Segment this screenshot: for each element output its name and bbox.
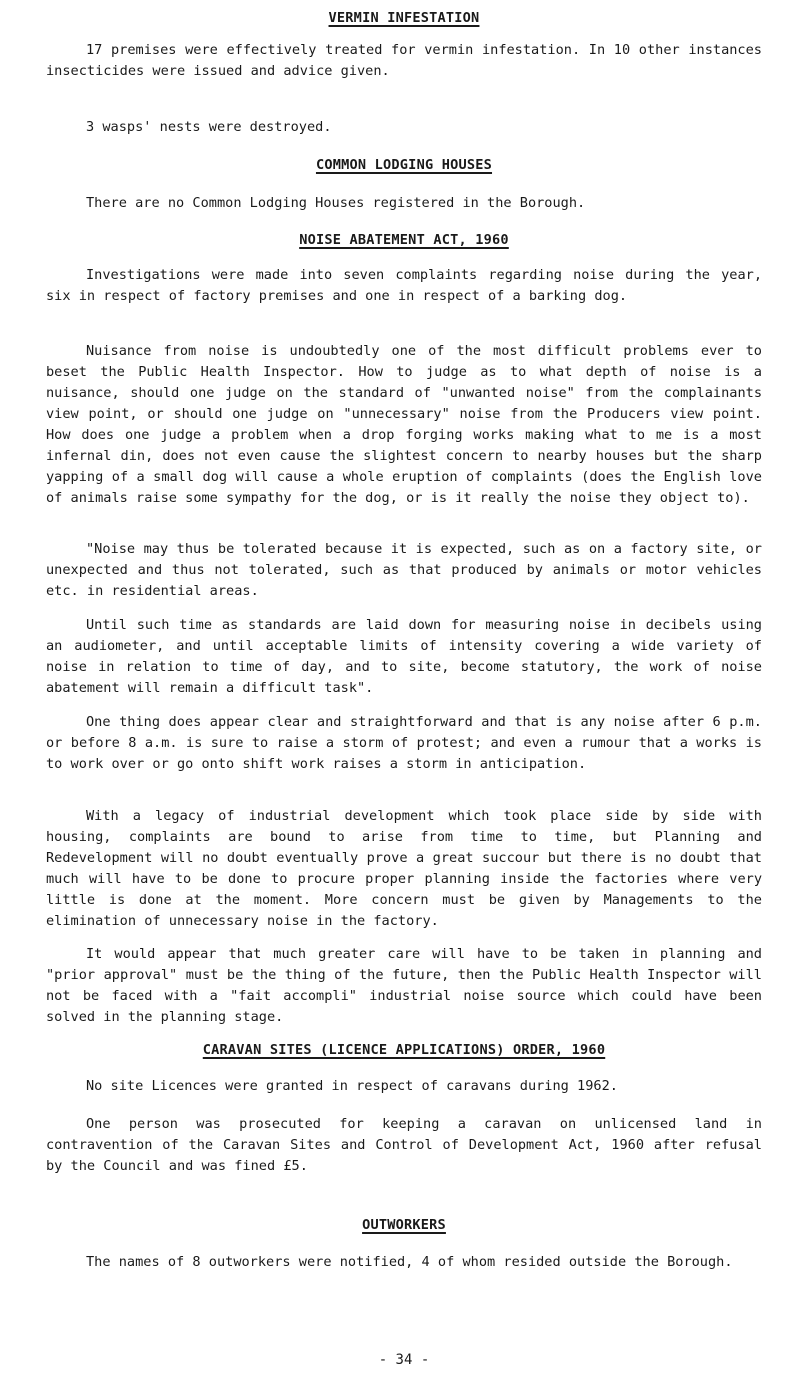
noise-section [46, 230, 762, 251]
outworkers-heading: OUTWORKERS [362, 1217, 446, 1233]
vermin-heading: VERMIN INFESTATION [328, 10, 480, 26]
vermin-paragraph-2: 3 wasps' nests were destroyed. [86, 119, 332, 135]
lodging-heading: COMMON LODGING HOUSES [315, 157, 493, 173]
noise-block-7 [46, 944, 762, 1028]
vermin-block-2 [46, 117, 762, 138]
outworkers-section [46, 1215, 762, 1236]
caravan-block-2 [46, 1114, 762, 1177]
noise-block-3 [46, 539, 762, 602]
outworkers-paragraph-1: The names of 8 outworkers were notified, 4 of whom resided outside the Borough. [86, 1254, 733, 1270]
noise-block-5 [46, 712, 762, 775]
page-number: - 34 - [378, 1352, 430, 1368]
noise-paragraph-7: It would appear that much greater care will have to be taken in planning and "prior approval" must be the thing of the future, then the Public Health Inspector will not be faced with a "fait accompli" industrial noise source which could have been solved in the planning stage. [46, 946, 762, 1025]
lodging-section [46, 155, 762, 176]
noise-paragraph-5: One thing does appear clear and straightforward and that is any noise after 6 p.m. or before 8 a.m. is sure to raise a storm of protest; and even a rumour that a works is to work over or go onto shift work raises a storm in anticipation. [46, 714, 762, 772]
caravan-heading: CARAVAN SITES (LICENCE APPLICATIONS) ORDER, 1960 [202, 1042, 606, 1058]
noise-block-2 [46, 341, 762, 509]
caravan-block-1 [46, 1076, 762, 1097]
vermin-section [46, 8, 762, 29]
caravan-paragraph-1: No site Licences were granted in respect of caravans during 1962. [86, 1078, 618, 1094]
noise-paragraph-2: Nuisance from noise is undoubtedly one of the most difficult problems ever to beset the Public Health Inspector. How to judge as to what depth of noise is a nuisance, should one judge on the standard of "unwanted noise" from the complainants view point, or should one judge on "unnecessary" noise from the Producers view point. How does one judge a problem when a drop forging works making what to me is a most infernal din, does not even cause the slightest concern to nearby houses but the sharp yapping of a small dog will cause a whole eruption of complaints (does the English love of animals raise some sympathy for the dog, or is it really the noise they object to). [46, 343, 762, 506]
noise-block-6 [46, 806, 762, 932]
outworkers-block [46, 1252, 762, 1273]
noise-paragraph-1: Investigations were made into seven complaints regarding noise during the year, six in respect of factory premises and one in respect of a barking dog. [46, 267, 762, 304]
noise-paragraph-4: Until such time as standards are laid down for measuring noise in decibels using an audiometer, and until acceptable limits of intensity covering a wide variety of noise in relation to time of day, and to site, become statutory, the work of noise abatement will remain a difficult task". [46, 617, 762, 696]
lodging-block [46, 193, 762, 214]
noise-paragraph-6: With a legacy of industrial development which took place side by side with housing, complaints are bound to arise from time to time, but Planning and Redevelopment will no doubt eventually prove a great succour but there is no doubt that much will have to be done to procure proper planning inside the factories where very little is done at the moment. More concern must be given by Managements to the elimination of unnecessary noise in the factory. [46, 808, 762, 929]
vermin-block [46, 40, 762, 82]
caravan-paragraph-2: One person was prosecuted for keeping a caravan on unlicensed land in contravention of the Caravan Sites and Control of Development Act, 1960 after refusal by the Council and was fined £5. [46, 1116, 762, 1174]
noise-block-1 [46, 265, 762, 307]
lodging-paragraph-1: There are no Common Lodging Houses registered in the Borough. [86, 195, 586, 211]
noise-paragraph-3: "Noise may thus be tolerated because it is expected, such as on a factory site, or unexpected and thus not tolerated, such as that produced by animals or motor vehicles etc. in residential areas. [46, 541, 762, 599]
vermin-paragraph-1: 17 premises were effectively treated for vermin infestation. In 10 other instances insecticides were issued and advice given. [46, 42, 762, 79]
noise-heading: NOISE ABATEMENT ACT, 1960 [299, 232, 509, 248]
noise-block-4 [46, 615, 762, 699]
caravan-section [46, 1040, 762, 1061]
